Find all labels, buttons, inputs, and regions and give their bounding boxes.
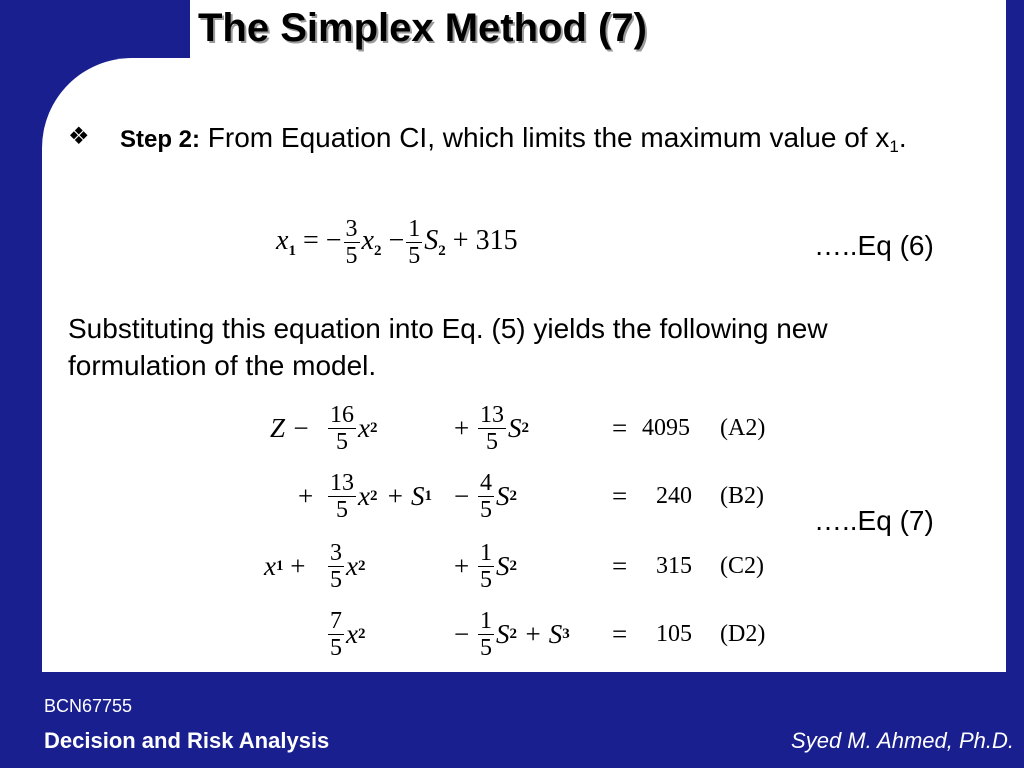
row-b2-x-den: 5 — [336, 496, 348, 523]
row-a2-x-fraction — [328, 402, 356, 455]
substitution-paragraph: Substituting this equation into Eq. (5) yields the following new formulation of the model. — [68, 313, 828, 381]
slide-frame-right — [1006, 0, 1024, 672]
course-code: BCN67755 — [44, 696, 133, 716]
system-row-c2 — [262, 536, 782, 596]
row-d2-x-num: 7 — [330, 607, 342, 634]
eq6-t1-den: 5 — [345, 243, 358, 269]
row-a2-rhs: 4095 — [642, 414, 690, 441]
eq6-lhs-sub: 1 — [288, 242, 296, 259]
eq6-t2-fraction — [406, 216, 422, 269]
row-c2-s2-term: + $\frac{1}{5}$ S 2 — [454, 539, 517, 593]
row-b2-s1-var: + S — [386, 480, 425, 511]
row-c2-lead-op: + — [290, 550, 306, 581]
row-d2-rhs: 105 — [656, 620, 692, 647]
row-b2-x-fraction — [328, 470, 356, 523]
diamond-bullet-icon: ❖ — [68, 123, 90, 150]
row-d2-equals: = — [612, 618, 628, 649]
slide-title: The Simplex Method (7) — [198, 6, 647, 50]
row-d2-s3-var: + S — [523, 618, 563, 649]
row-a2-s2-den: 5 — [485, 428, 498, 455]
eq6-t1-fraction — [344, 216, 360, 269]
row-b2-rhs: 240 — [656, 482, 692, 509]
row-d2-s2-var: S — [495, 618, 510, 649]
row-a2-x-den: 5 — [336, 428, 348, 455]
row-b2-lead: + — [298, 480, 314, 511]
row-d2-s2-den: 5 — [479, 634, 492, 661]
row-c2-lead-var: x — [264, 550, 276, 581]
row-b2-s2-fraction — [478, 470, 494, 523]
row-a2-x-term: $\frac{16}{5}$ x 2 — [330, 401, 378, 455]
eq6-lhs-var: x — [276, 224, 289, 256]
row-d2-x-term: $\frac{7}{5}$ x 2 — [330, 607, 366, 661]
eq7-reference: …..Eq (7) — [814, 505, 934, 536]
row-c2-s2-num: 1 — [479, 539, 492, 566]
row-c2-lead: x 1 + — [264, 550, 306, 581]
row-b2-s2-term: − $\frac{4}{5}$ S 2 — [454, 469, 517, 523]
eq6-t3-sign: + — [452, 224, 469, 256]
step-period: . — [898, 122, 907, 153]
eq6-t1-sign: − — [325, 224, 342, 256]
row-d2-s2-fraction — [478, 608, 494, 661]
eq6-t2-var: S — [424, 224, 439, 256]
eq6-equals: = — [302, 224, 319, 256]
row-c2-x-fraction — [328, 540, 344, 593]
row-a2-lead-text: Z − — [270, 412, 310, 443]
row-b2-s2-var: S — [495, 480, 510, 511]
row-a2-s2-fraction — [478, 402, 506, 455]
row-b2-s2-sign: − — [454, 480, 470, 511]
step-2-text — [120, 118, 1000, 160]
row-c2-x-num: 3 — [330, 539, 342, 566]
eq6-reference: …..Eq (6) — [814, 230, 934, 261]
system-row-b2 — [262, 466, 782, 526]
row-b2-equals: = — [612, 480, 628, 511]
row-b2-s2-den: 5 — [479, 496, 492, 523]
step-description: From Equation CI, which limits the maximum value of x — [200, 122, 890, 153]
row-a2-s2-num: 13 — [479, 401, 504, 428]
course-name: Decision and Risk Analysis — [44, 728, 330, 753]
row-c2-x-var: x — [346, 550, 358, 581]
row-a2-equals: = — [612, 412, 628, 443]
row-c2-s2-var: S — [495, 550, 510, 581]
row-b2-label: (B2) — [720, 482, 764, 509]
row-d2-label: (D2) — [720, 620, 766, 647]
row-b2-x-var: x — [358, 480, 370, 511]
row-d2-x-var: x — [346, 618, 358, 649]
row-a2-s2-term: + $\frac{13}{5}$ S 2 — [454, 401, 529, 455]
row-c2-s2-sign: + — [454, 550, 470, 581]
row-b2-x-num: 13 — [330, 469, 354, 496]
eq6-t1-sub: 2 — [373, 242, 382, 259]
row-b2-s1-term: + S 1 — [386, 480, 432, 511]
eq6-t1-num: 3 — [345, 216, 358, 242]
row-d2-s2-term: − $\frac{1}{5}$ S 2 + S 3 — [454, 607, 570, 661]
eq6-t2-sub: 2 — [438, 242, 446, 259]
row-c2-equals: = — [612, 550, 628, 581]
eq6-t2-num: 1 — [408, 216, 421, 242]
row-a2-label: (A2) — [720, 414, 766, 441]
row-b2-s2-num: 4 — [479, 469, 492, 496]
row-a2-x-var: x — [358, 412, 370, 443]
row-d2-x-fraction — [328, 608, 344, 661]
row-d2-s2-sign: − — [454, 618, 470, 649]
row-d2-s2-num: 1 — [479, 607, 492, 634]
row-d2-x-den: 5 — [330, 634, 342, 661]
system-row-d2 — [262, 604, 782, 664]
row-c2-label: (C2) — [720, 552, 764, 579]
row-c2-s2-den: 5 — [479, 566, 492, 593]
equation-6 — [276, 216, 518, 269]
row-c2-x-term: $\frac{3}{5}$ x 2 — [330, 539, 366, 593]
step-label: Step 2: — [120, 126, 201, 153]
step-subscript: 1 — [889, 137, 899, 156]
eq6-t2-den: 5 — [408, 243, 421, 269]
row-a2-s2-var: S — [507, 412, 522, 443]
system-row-a2 — [262, 398, 782, 458]
row-a2-lead — [270, 398, 310, 458]
row-c2-rhs: 315 — [656, 552, 692, 579]
row-a2-x-num: 16 — [330, 401, 354, 428]
row-c2-s2-fraction — [478, 540, 494, 593]
eq6-t1-var: x — [361, 224, 374, 256]
author-name: Syed M. Ahmed, Ph.D. — [791, 728, 1014, 753]
row-c2-x-den: 5 — [330, 566, 342, 593]
row-b2-x-term: $\frac{13}{5}$ x 2 — [330, 469, 378, 523]
row-a2-s2-sign: + — [454, 412, 470, 443]
eq6-t3-value: 315 — [475, 224, 518, 256]
eq6-t2-sign: − — [388, 224, 405, 256]
